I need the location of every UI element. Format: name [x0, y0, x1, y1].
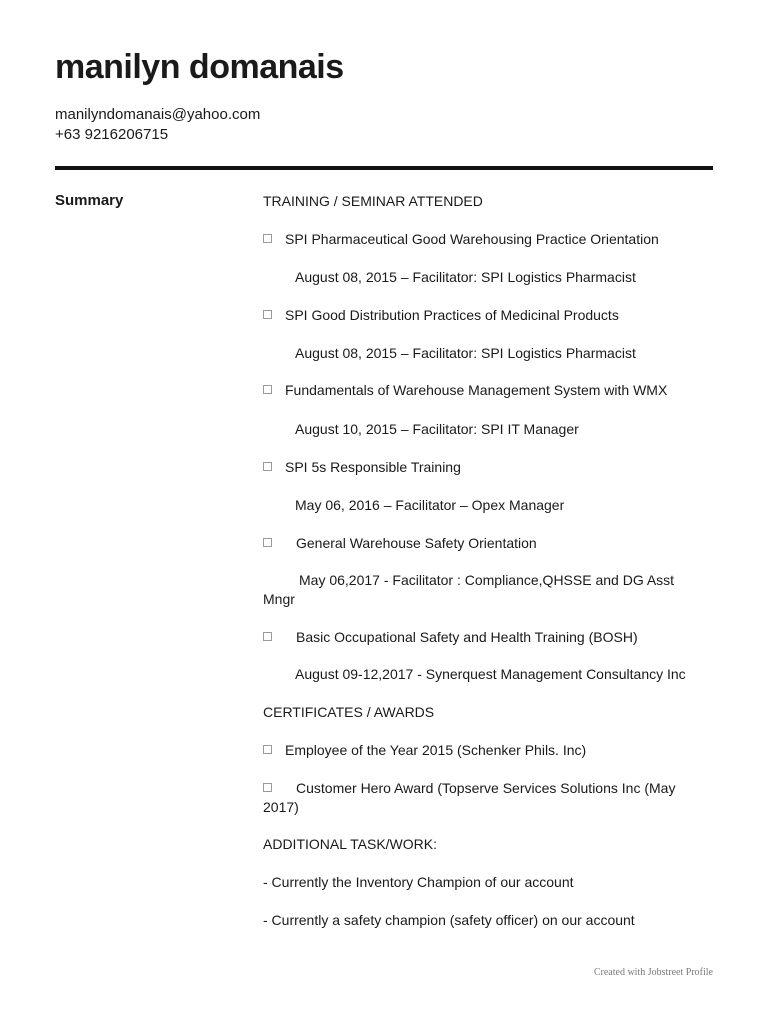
training-item-title: SPI 5s Responsible Training [263, 458, 703, 477]
training-item-detail: August 10, 2015 – Facilitator: SPI IT Manager [295, 421, 579, 437]
certificates-heading: CERTIFICATES / AWARDS [263, 704, 435, 720]
training-item-title: Fundamentals of Warehouse Management System with WMX [263, 381, 703, 400]
contact-block [55, 105, 260, 145]
checkbox-bullet-icon [263, 385, 272, 394]
training-item-title: SPI Pharmaceutical Good Warehousing Practice Orientation [263, 230, 703, 249]
certificate-item: Employee of the Year 2015 (Schenker Phils. Inc) [263, 741, 703, 760]
checkbox-bullet-icon [263, 462, 272, 471]
checkbox-bullet-icon [263, 234, 272, 243]
checkbox-bullet-icon [263, 538, 272, 547]
candidate-name: manilyn domanais [55, 48, 344, 86]
email-text: manilyndomanais@yahoo.com [55, 106, 261, 123]
training-item-detail: May 06,2017 - Facilitator : Compliance,QHSSE and DG Asst Mngr [263, 572, 675, 607]
additional-heading: ADDITIONAL TASK/WORK: [263, 836, 437, 852]
checkbox-bullet-icon [263, 310, 272, 319]
training-heading: TRAINING / SEMINAR ATTENDED [263, 193, 483, 209]
training-item-detail: May 06, 2016 – Facilitator – Opex Manager [295, 497, 565, 513]
section-label-summary: Summary [55, 192, 124, 209]
header-divider [55, 166, 713, 170]
phone-text: +63 9216206715 [55, 126, 169, 143]
additional-item: - Currently a safety champion (safety officer) on our account [263, 912, 635, 928]
training-item-detail: August 09-12,2017 - Synerquest Management Consultancy Inc [295, 666, 686, 682]
footer-credit: Created with Jobstreet Profile [593, 967, 713, 978]
training-item-detail: August 08, 2015 – Facilitator: SPI Logistics Pharmacist [295, 345, 636, 361]
training-item-title: SPI Good Distribution Practices of Medicinal Products [263, 306, 703, 325]
checkbox-bullet-icon [263, 632, 272, 641]
certificate-item: Customer Hero Award (Topserve Services Solutions Inc (May 2017) [263, 780, 676, 815]
checkbox-bullet-icon [263, 783, 272, 792]
training-item-title: Basic Occupational Safety and Health Training (BOSH) [263, 628, 703, 647]
additional-item: - Currently the Inventory Champion of our account [263, 874, 574, 890]
training-item-title: General Warehouse Safety Orientation [263, 534, 703, 553]
training-item-detail: August 08, 2015 – Facilitator: SPI Logistics Pharmacist [295, 269, 636, 285]
checkbox-bullet-icon [263, 745, 272, 754]
